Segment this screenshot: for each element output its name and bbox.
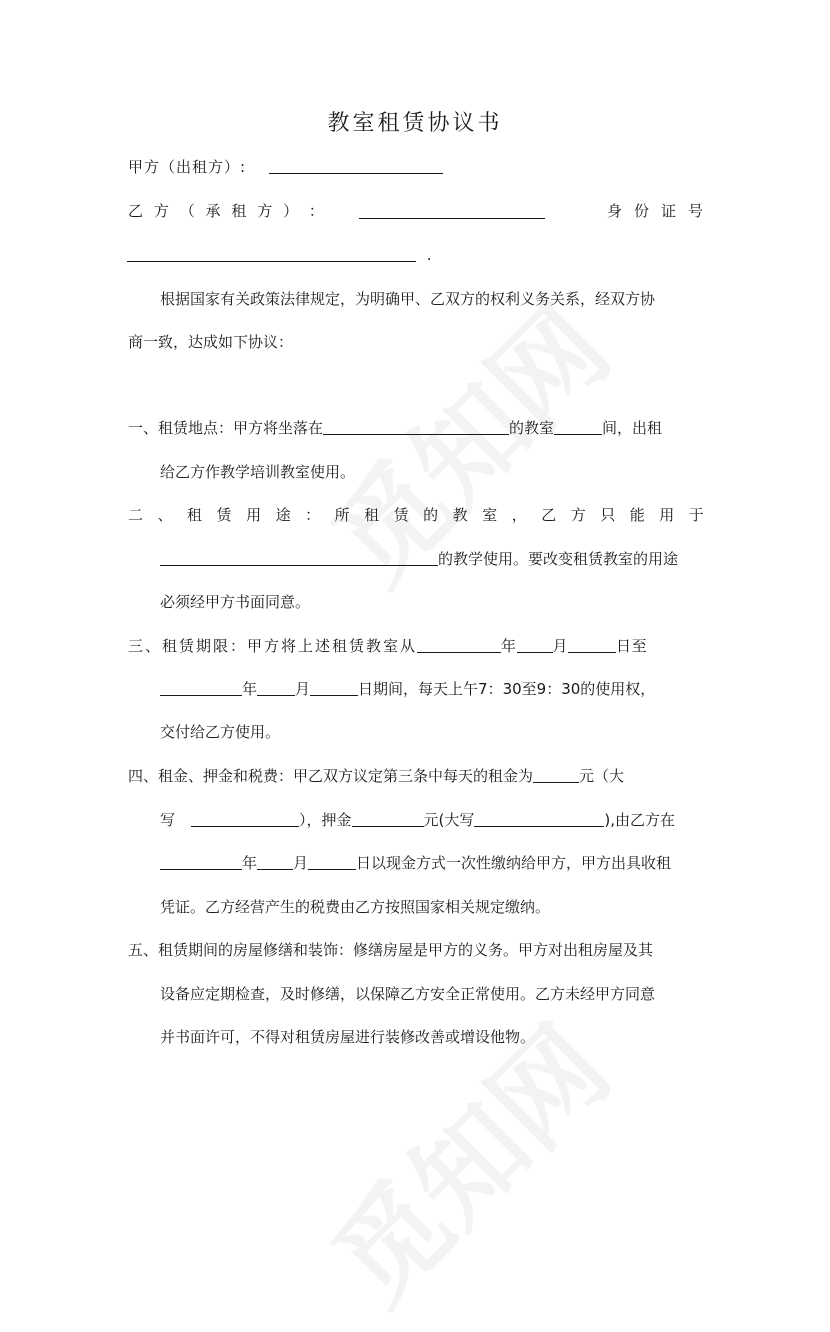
section-4-line-4: 凭证。乙方经营产生的税费由乙方按照国家相关规定缴纳。 — [160, 898, 551, 916]
location-field[interactable] — [323, 418, 509, 435]
pay-day-field[interactable] — [308, 853, 356, 870]
rent-in-words-field[interactable] — [191, 810, 299, 827]
section-3-line-2: 年 月 日期间，每天上午7：30至9：30的使用权， — [160, 679, 655, 699]
section-4-line-2: 写 ），押金 元(大写 ),由乙方在 — [160, 811, 676, 829]
section-4-line-3: 年 月 日以现金方式一次性缴纳给甲方，甲方出具收租 — [160, 853, 671, 873]
party-a-line — [128, 157, 443, 177]
section-2-line-2: 的教学使用。要改变租赁教室的用途 — [160, 549, 678, 569]
section-5-line-3: 并书面许可，不得对租赁房屋进行装修改善或增设他物。 — [160, 1028, 536, 1046]
pay-month-field[interactable] — [257, 853, 293, 870]
deposit-field[interactable] — [352, 810, 424, 827]
preamble-line-1: 根据国家有关政策法律规定，为明确甲、乙双方的权利义务关系，经双方协 — [160, 290, 656, 308]
document-title: 教室租赁协议书 — [327, 111, 503, 136]
section-3-line-1: 三、租赁期限：甲方将上述租赁教室从 年 月 日至 — [128, 637, 648, 655]
room-count-field[interactable] — [554, 418, 602, 435]
start-year-field[interactable] — [417, 636, 501, 653]
daily-rent-field[interactable] — [533, 766, 579, 783]
section-2-line-1: 二 、 租 赁 用 途 ： 所 租 赁 的 教 室 ， 乙 方 只 能 用 于 — [128, 506, 704, 524]
deposit-in-words-field[interactable] — [474, 810, 604, 827]
end-day-field[interactable] — [310, 679, 358, 696]
id-number-line: . — [127, 245, 432, 265]
id-number-field[interactable] — [127, 245, 416, 262]
party-a-name-field[interactable] — [269, 157, 443, 174]
id-number-label: 身 份 证 号 — [607, 202, 703, 220]
section-4-line-1: 四、租金、押金和税费：甲乙双方议定第三条中每天的租金为 元（大 — [128, 767, 625, 785]
section-3-line-3: 交付给乙方使用。 — [160, 723, 281, 741]
section-1-line-2: 给乙方作教学培训教室使用。 — [160, 463, 356, 481]
section-5-line-1: 五、租赁期间的房屋修缮和装饰：修缮房屋是甲方的义务。甲方对出租房屋及其 — [128, 941, 654, 959]
usage-purpose-field[interactable] — [160, 549, 438, 566]
end-year-field[interactable] — [160, 679, 242, 696]
party-b-name-field[interactable] — [359, 202, 545, 219]
party-a-label: 甲方（出租方）: — [128, 158, 247, 176]
preamble-line-2: 商一致，达成如下协议： — [128, 333, 294, 351]
start-month-field[interactable] — [517, 636, 553, 653]
section-1-line-1: 一、租赁地点：甲方将坐落在 的教室 间，出租 — [128, 419, 663, 437]
party-b-label: 乙 方 （ 承 租 方 ） ： — [128, 202, 324, 220]
section-5-line-2: 设备应定期检查，及时修缮，以保障乙方安全正常使用。乙方未经甲方同意 — [160, 985, 656, 1003]
start-day-field[interactable] — [568, 636, 616, 653]
pay-year-field[interactable] — [160, 853, 242, 870]
section-2-line-3: 必须经甲方书面同意。 — [160, 593, 311, 611]
end-month-field[interactable] — [257, 679, 295, 696]
